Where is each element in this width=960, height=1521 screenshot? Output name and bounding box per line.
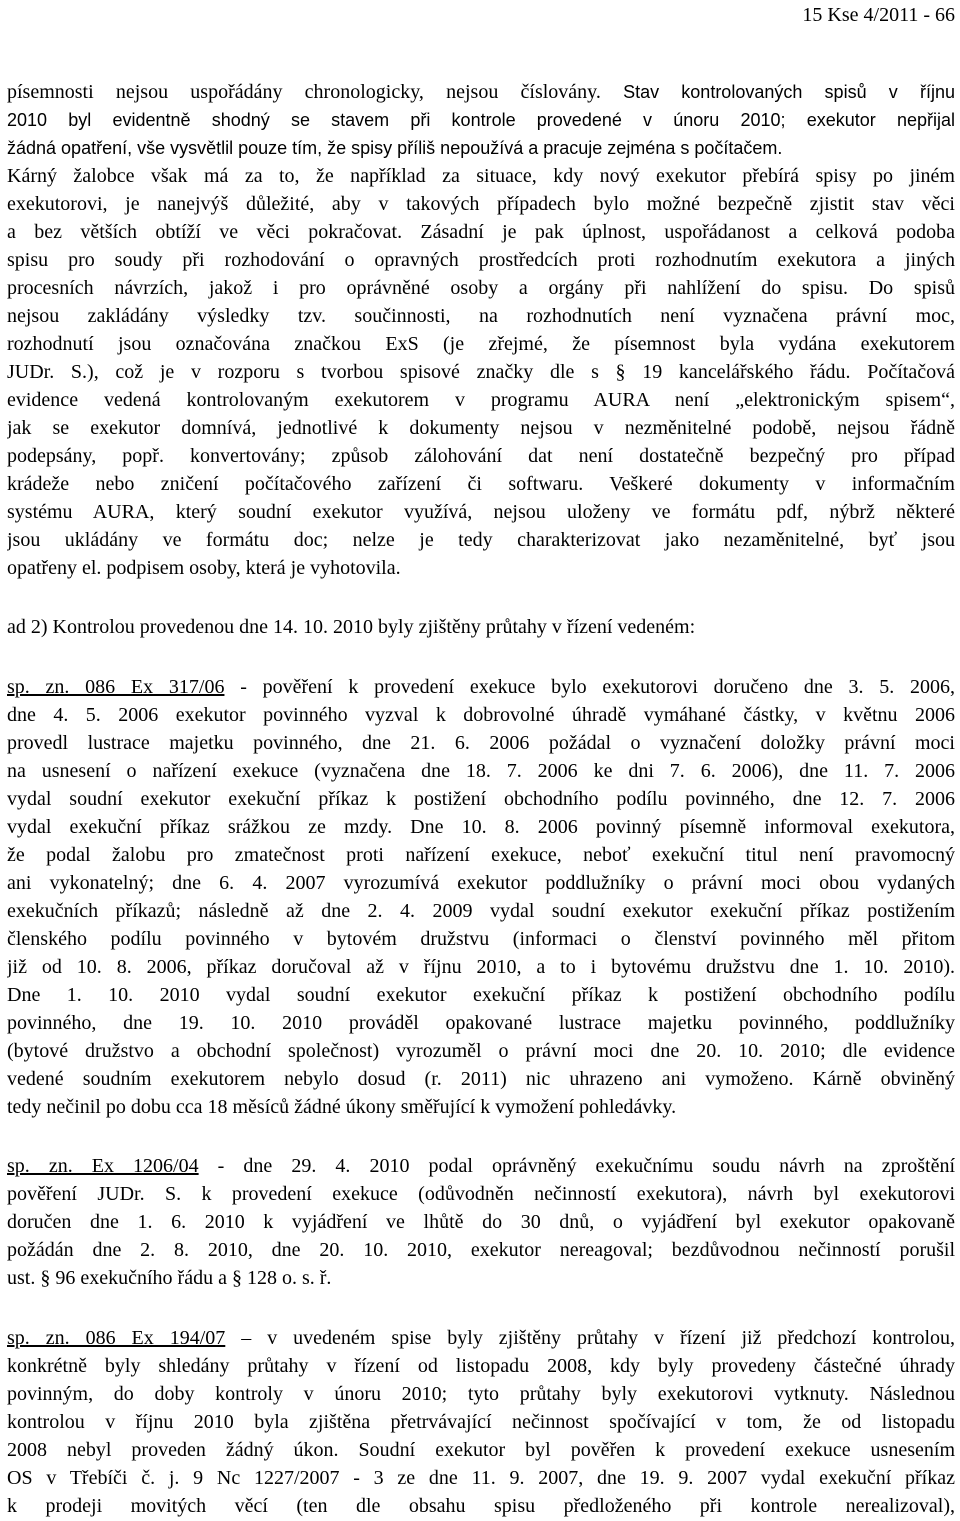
text-line: k prodeji movitých věcí (ten dle obsahu spisu předloženého při kontrole nerealizoval), bbox=[7, 1495, 955, 1517]
text-line: nejsou zakládány výsledky tzv. součinnosti, na rozhodnutích není vyznačena právní moc, bbox=[7, 305, 955, 327]
text-line: pověření JUDr. S. k provedení exekuce (odůvodněn nečinností exekutora), návrh byl exekutorovi bbox=[7, 1183, 955, 1205]
case-paragraph bbox=[7, 673, 955, 1121]
text-line: a bez větších obtíží ve věci pokračovat. Zásadní je pak úplnost, uspořádanost a celková podoba bbox=[7, 221, 955, 243]
text-line: vedené soudním exekutorem nebylo dosud (r. 2011) nic uhrazeno ani vymoženo. Kárně obviněný bbox=[7, 1068, 955, 1090]
text-line: podepsány, popř. konvertovány; způsob zálohování dat není dostatečně bezpečný pro případ bbox=[7, 445, 955, 467]
text-line: spisu pro soudy při rozhodování o opravných prostředcích proti rozhodnutím exekutora a jiných bbox=[7, 249, 955, 271]
case-paragraph bbox=[7, 1152, 955, 1292]
text-line: Dne 1. 10. 2010 vydal soudní exekutor exekuční příkaz k postižení obchodního podílu bbox=[7, 984, 955, 1006]
text-line: vydal exekuční příkaz srážkou ze mzdy. Dne 10. 8. 2006 povinný písemně informoval exekutora, bbox=[7, 816, 955, 838]
text-line: provedl lustrace majetku povinného, dne 21. 6. 2006 požádal o vyznačení doložky právní moci bbox=[7, 732, 955, 754]
text-line: JUDr. S.), což je v rozporu s tvorbou spisové značky dle s § 19 kancelářského řádu. Počítačová bbox=[7, 361, 955, 383]
text-line: procesních návrzích, jakož i pro oprávněné osoby a orgány při nahlížení do spisu. Do spisů bbox=[7, 277, 955, 299]
text-line: exekučních příkazů; následně až dne 2. 4. 2009 vydal soudní exekutor exekuční příkaz postižením bbox=[7, 900, 955, 922]
text-segment: – v uvedeném spise byly zjištěny průtahy v řízení již předchozí kontrolou, bbox=[225, 1327, 955, 1349]
case-reference: sp. zn. 086 Ex 317/06 bbox=[7, 676, 225, 698]
text-line bbox=[7, 673, 955, 701]
paragraph-intro bbox=[7, 78, 955, 582]
text-line: jsou ukládány ve formátu doc; nelze je tedy charakterizovat jako nezaměnitelné, byť jsou bbox=[7, 529, 955, 551]
text-line bbox=[7, 1324, 955, 1352]
text-segment: písemnosti nejsou uspořádány chronologicky, nejsou číslovány. bbox=[7, 81, 601, 103]
text-line: (bytové družstvo a obchodní společnost) vyrozuměl o právní moci dne 20. 10. 2010; dle evidence bbox=[7, 1040, 955, 1062]
text-line: 2010 byl evidentně shodný se stavem při kontrole provedené v únoru 2010; exekutor nepřijal bbox=[7, 110, 955, 130]
text-segment: - pověření k provedení exekuce bylo exekutorovi doručeno dne 3. 5. 2006, bbox=[224, 676, 955, 698]
page-reference-header: 15 Kse 4/2011 - 66 bbox=[802, 4, 955, 26]
text-line: rozhodnutí jsou označována značkou ExS (je zřejmé, že písemnost byla vydána exekutorem bbox=[7, 333, 955, 355]
text-line: opatřeny el. podpisem osoby, která je vyhotovila. bbox=[7, 557, 401, 579]
text-segment: - dne 29. 4. 2010 podal oprávněný exekučnímu soudu návrh na zproštění bbox=[198, 1155, 955, 1177]
text-line: ani vykonatelný; dne 6. 4. 2007 vyrozumívá exekutor poddlužníky o právní moci obou vydaných bbox=[7, 872, 955, 894]
text-line: ad 2) Kontrolou provedenou dne 14. 10. 2010 byly zjištěny průtahy v řízení vedeném: bbox=[7, 616, 696, 638]
text-line: že podal žalobu pro zmatečnost proti nařízení exekuce, neboť exekuční titul není pravomocný bbox=[7, 844, 955, 866]
case-reference: sp. zn. Ex 1206/04 bbox=[7, 1155, 199, 1177]
text-line bbox=[7, 78, 955, 106]
case-paragraph bbox=[7, 1324, 955, 1520]
text-line: evidence vedená kontrolovaným exekutorem v programu AURA není „elektronickým spisem“, bbox=[7, 389, 955, 411]
text-line: exekutorovi, je nanejvýš důležité, aby v takových případech bylo možné bezpečně zjistit stav věci bbox=[7, 193, 955, 215]
text-line: požádán dne 2. 8. 2010, dne 20. 10. 2010, exekutor nereagoval; bezdůvodnou nečinností porušil bbox=[7, 1239, 955, 1261]
case-reference: sp. zn. 086 Ex 194/07 bbox=[7, 1327, 226, 1349]
text-line: povinného, dne 19. 10. 2010 prováděl opakované lustrace majetku povinného, poddlužníky bbox=[7, 1012, 955, 1034]
text-line: OS v Třebíči č. j. 9 Nc 1227/2007 - 3 ze dne 11. 9. 2007, dne 19. 9. 2007 vydal exekuční příkaz bbox=[7, 1467, 955, 1489]
text-line: dne 4. 5. 2006 exekutor povinného vyzval k dobrovolné úhradě vymáhané částky, v květnu 2006 bbox=[7, 704, 955, 726]
text-line: povinným, do doby kontroly v únoru 2010; tyto průtahy byly exekutorovi vytknuty. Následnou bbox=[7, 1383, 955, 1405]
text-line: již od 10. 8. 2006, příkaz doručoval až v říjnu 2010, a to i bytovému družstvu dne 1. 10. 2010). bbox=[7, 956, 955, 978]
text-line: kontrolou v říjnu 2010 byla zjištěna přetrvávající nečinnost spočívající v tom, že od listopadu bbox=[7, 1411, 955, 1433]
text-line: krádeže nebo zničení počítačového zařízení či softwaru. Veškeré dokumenty v informačním bbox=[7, 473, 955, 495]
section-heading bbox=[7, 613, 955, 641]
text-line: jak se exekutor domnívá, jednotlivé k dokumenty nejsou v nezměnitelné podobě, nejsou řádně bbox=[7, 417, 955, 439]
text-line: na usnesení o nařízení exekuce (vyznačena dne 18. 7. 2006 ke dni 7. 6. 2006), dne 11. 7. 2006 bbox=[7, 760, 955, 782]
text-line: ust. § 96 exekučního řádu a § 128 o. s. ř. bbox=[7, 1267, 332, 1289]
text-line: 2008 nebyl proveden žádný úkon. Soudní exekutor byl pověřen k provedení exekuce usnesením bbox=[7, 1439, 955, 1461]
text-segment-sans: Stav kontrolovaných spisů v říjnu bbox=[623, 82, 955, 102]
text-line: vydal soudní exekutor exekuční příkaz k postižení obchodního podílu povinného, dne 12. 7. 2006 bbox=[7, 788, 955, 810]
text-line: doručen dne 1. 6. 2010 k vyjádření ve lhůtě do 30 dnů, o vyjádření byl exekutor opakovaně bbox=[7, 1211, 955, 1233]
text-line: členského podílu povinného v bytovém družstvu (informaci o členství povinného měl přitom bbox=[7, 928, 955, 950]
text-line bbox=[7, 1152, 955, 1180]
text-line: žádná opatření, vše vysvětlil pouze tím, že spisy příliš nepoužívá a pracuje zejména s počítačem. bbox=[7, 138, 783, 158]
text-line: konkrétně byly shledány průtahy v řízení od listopadu 2008, kdy byly provedeny částečné úhrady bbox=[7, 1355, 955, 1377]
text-line: systému AURA, který soudní exekutor využívá, nejsou uloženy ve formátu pdf, nýbrž některé bbox=[7, 501, 955, 523]
text-line: tedy nečinil po dobu cca 18 měsíců žádné úkony směřující k vymožení pohledávky. bbox=[7, 1096, 677, 1118]
text-line: Kárný žalobce však má za to, že například za situace, kdy nový exekutor přebírá spisy po jiném bbox=[7, 165, 955, 187]
